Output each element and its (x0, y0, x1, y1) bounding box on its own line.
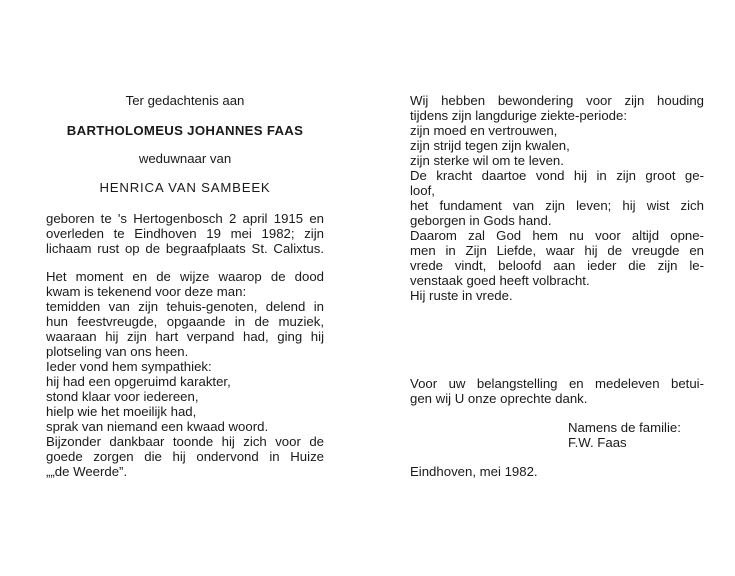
tribute-line: Daarom zal God hem nu voor altijd opne- (410, 228, 704, 243)
deceased-name: BARTHOLOMEUS JOHANNES FAAS (66, 123, 304, 138)
memory-line: plotseling van ons heen. (46, 344, 189, 359)
bio-line: geboren te 's Hertogenbosch 2 april 1915 en (46, 211, 324, 226)
tribute-line: men in Zijn Liefde, waar hij de vreugde en (410, 243, 704, 258)
tribute-line: loof, (410, 183, 435, 198)
memory-line: kwam is tekenend voor deze man: (46, 284, 247, 299)
memory-line: Bijzonder dankbaar toonde hij zich voor de (46, 434, 324, 449)
tribute-line: Wij hebben bewondering voor zijn houding (410, 93, 704, 108)
memory-line: Ieder vond hem sympathiek: (46, 359, 212, 374)
memory-line: sprak van niemand een kwaad woord. (46, 419, 269, 434)
thanks-line: gen wij U onze oprechte dank. (410, 391, 588, 406)
place-date: Eindhoven, mei 1982. (410, 464, 538, 479)
memory-line: Het moment en de wijze waarop de dood (46, 269, 324, 284)
bio-line: lichaam rust op de begraafplaats St. Calixtus. (46, 241, 324, 256)
tribute-line: zijn moed en vertrouwen, (410, 123, 558, 138)
memory-line: „„de Weerde”. (46, 464, 128, 479)
tribute-line: venstaak goed heeft volbracht. (410, 273, 590, 288)
memory-line: goede zorgen die hij ondervond in Huize (46, 449, 324, 464)
tribute-line: tijdens zijn langdurige ziekte-periode: (410, 108, 627, 123)
thanks-line: Voor uw belangstelling en medeleven betui- (410, 376, 704, 391)
intro-line: Ter gedachtenis aan (125, 93, 245, 108)
family-signature: F.W. Faas (568, 435, 627, 450)
tribute-line: vrede vindt, beloofd aan ieder die zijn le- (410, 258, 704, 273)
family-label: Namens de familie: (568, 420, 681, 435)
memory-line: hij had een opgeruimd karakter, (46, 374, 231, 389)
bio-line: overleden te Eindhoven 19 mei 1982; zijn (46, 226, 324, 241)
memory-line: hielp wie het moeilijk had, (46, 404, 197, 419)
spouse-name: HENRICA VAN SAMBEEK (99, 180, 271, 195)
tribute-line: zijn sterke wil om te leven. (410, 153, 564, 168)
tribute-line: zijn strijd tegen zijn kwalen, (410, 138, 570, 153)
memory-line: stond klaar voor iedereen, (46, 389, 199, 404)
memory-line: hun feestvreugde, opgaande in de muziek, (46, 314, 324, 329)
memory-line: temidden van zijn tehuis-genoten, delend in (46, 299, 324, 314)
tribute-line: Hij ruste in vrede. (410, 288, 513, 303)
tribute-line: geborgen in Gods hand. (410, 213, 552, 228)
tribute-line: het fundament van zijn leven; hij wist zich (410, 198, 704, 213)
memory-line: waaraan hij zijn hart verpand had, ging hij (46, 329, 324, 344)
tribute-line: De kracht daartoe vond hij in zijn groot ge- (410, 168, 704, 183)
relation-line: weduwnaar van (138, 151, 232, 166)
